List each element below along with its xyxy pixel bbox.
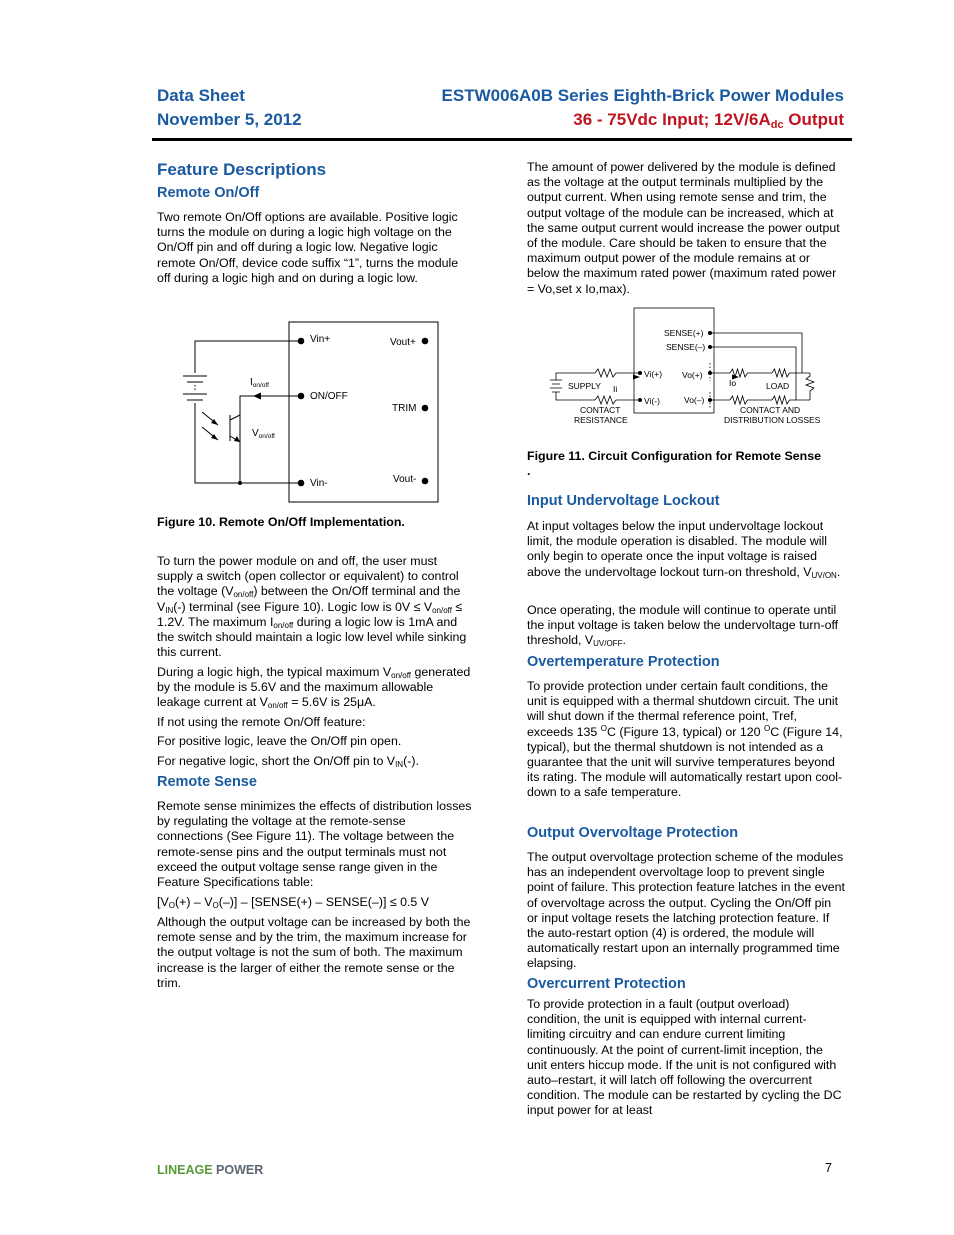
remote-onoff-paragraph: Two remote On/Off options are available. Positive logic turns the module on during a logic high voltage on the On/Off pin and off during a logic low. Negative logic remote On/Off, device code suffix “1”, turns the module off during a logic high and on during a logic low.	[157, 210, 459, 285]
label-supply: SUPPLY	[568, 381, 601, 391]
label-vi-minus: Vi(-)	[644, 396, 660, 406]
pin-vout-plus	[422, 338, 429, 345]
label-distribution: DISTRIBUTION LOSSES	[724, 415, 821, 425]
label-contact: CONTACT	[580, 405, 621, 415]
pin-vi-plus	[638, 371, 642, 375]
figure-10-diagram	[150, 315, 450, 510]
label-vout-plus: Vout+	[390, 337, 416, 348]
input-resistor-bottom	[595, 396, 640, 404]
battery-lower-wire	[195, 403, 301, 483]
remote-sense-paragraph: Remote sense minimizes the effects of distribution losses by regulating the voltage at the remote-sense connections (See Figure 11). The voltage between the remote-sense pins and the output terminals must not exceed the output voltage sense range given in the Feature Specifications table:	[157, 799, 472, 890]
supply-symbol	[550, 380, 562, 392]
positive-logic-paragraph: For positive logic, leave the On/Off pin open.	[157, 734, 402, 748]
remote-sense-equation: $[V_O(+) - V_O(-)]$ – [SENSE(+) – SENSE(–)] ≤ 0.5 V	[157, 895, 430, 910]
turn-onoff-paragraph: To turn the power module on and off, the user must supply a switch (open collector or equivalent) to control the voltage $(V_{on/off})$ between the On/Off terminal and the $V_{IN}(-)$ terminal (see Figure 10). Logic low is $0V \le V_{on/off} \le 1.2V$. The maximum $I_{on/off}$ during a logic low is 1mA and the switch should maintain a logic low level while sinking this current.	[157, 554, 467, 660]
label-ion: $I_{on/off}$	[250, 377, 269, 389]
pin-vo-minus	[708, 398, 712, 402]
battery-symbol	[183, 376, 207, 400]
page-number: 7	[825, 1161, 832, 1175]
vin-plus-wire	[195, 341, 301, 373]
transistor-collector	[230, 415, 240, 420]
remote-onoff-heading: Remote On/Off	[157, 185, 260, 201]
footer-brand: LINEAGE POWER	[157, 1163, 264, 1177]
header-rule	[152, 138, 852, 141]
header-product-spec: 36 - 75Vdc Input; $12V/6A_{dc}$ Output	[573, 110, 844, 131]
section-title: Feature Descriptions	[157, 160, 327, 179]
label-vo-minus: Vo(–)	[684, 395, 705, 405]
label-sense-minus: SENSE(–)	[666, 342, 706, 352]
pin-trim	[422, 405, 429, 412]
junction-dot	[238, 481, 242, 485]
output-resistor-bottom-1	[730, 396, 772, 404]
ovp-paragraph: The output overvoltage protection scheme of the modules has an independent overvoltage loop to prevent single point of failure. This protection feature latches in the event of overvoltage across the output. Cycling the On/Off pin or input voltage resets the latching protection feature. If the auto-restart option (4) is ordered, the module will automatically restart upon an internally programmed time elapsing.	[527, 850, 845, 971]
label-vout-minus: Vout-	[393, 474, 417, 485]
figure-11-caption: Figure 11. Circuit Configuration for Remote Sense .	[527, 449, 821, 478]
label-sense-plus: SENSE(+)	[664, 328, 704, 338]
uvlo-paragraph-1: At input voltages below the input undervoltage lockout limit, the module operation is disabled. The module will only begin to operate once the input voltage is raised above the undervoltage lockout turn-on threshold, $V_{UV/ON}$.	[527, 519, 841, 580]
output-resistor-top-1	[730, 369, 772, 377]
sense-plus-wire	[710, 333, 802, 373]
label-vin-plus: Vin+	[310, 334, 331, 345]
arrowhead-ii	[633, 375, 640, 380]
pin-vin-plus	[298, 338, 305, 345]
pin-vout-minus	[422, 478, 429, 485]
label-trim: TRIM	[392, 403, 417, 414]
pin-onoff	[298, 393, 305, 400]
uvlo-heading: Input Undervoltage Lockout	[527, 493, 720, 509]
label-vin-minus: Vin-	[310, 478, 328, 489]
output-resistor-bottom-2	[772, 396, 810, 404]
pin-sense-plus	[708, 331, 712, 335]
otp-paragraph: To provide protection under certain fault conditions, the unit is equipped with a thermal shutdown circuit. The unit will shut down if the thermal reference point, Tref, exceeds 135 $^O$C (Figure 13, typical) or 120 $^O$C (Figure 14, typical), but the thermal shutdown is not intended as a guarantee that the unit will survive temperatures beyond its rating. The module will automatically restart upon cool-down to a safe temperature.	[527, 679, 843, 800]
arrowhead-onoff	[253, 393, 261, 400]
label-vo-plus: Vo(+)	[682, 370, 703, 380]
label-ii: Ii	[613, 384, 618, 394]
ovp-heading: Output Overvoltage Protection	[527, 825, 739, 841]
pin-sense-minus	[708, 345, 712, 349]
load-resistor	[806, 373, 814, 400]
pin-vo-plus	[708, 371, 712, 375]
remote-sense-paragraph-2: Although the output voltage can be increased by both the remote sense and by the trim, the maximum increase for the output voltage is not the sum of both. The maximum increase is the larger of either the remote sense or the trim.	[157, 915, 471, 990]
label-load: LOAD	[766, 381, 790, 391]
power-paragraph: The amount of power delivered by the module is defined as the voltage at the output terminals multiplied by the output current. When using remote sense and trim, the output voltage of the module can be increased, which at the same output current would increase the power output of the module. Care should be taken to ensure that the maximum output power of the module remains at or below the maximum rated power (maximum rated power = Vo,set x Io,max).	[527, 160, 840, 296]
header-date: November 5, 2012	[157, 110, 302, 129]
negative-logic-paragraph: For negative logic, short the On/Off pin to $V_{IN}(-)$.	[157, 754, 419, 769]
label-von: $V_{on/off}$	[252, 428, 275, 440]
label-onoff: ON/OFF	[310, 391, 348, 402]
label-io: Io	[729, 378, 737, 388]
header-product-title: ESTW006A0B Series Eighth-Brick Power Modules	[441, 86, 844, 105]
pin-vin-minus	[298, 480, 305, 487]
uvlo-paragraph-2: Once operating, the module will continue to operate until the input voltage is taken below the undervoltage turn-off threshold, $V_{UV/OFF}$.	[527, 603, 839, 649]
ocp-heading: Overcurrent Protection	[527, 976, 686, 992]
onoff-wire	[240, 396, 301, 417]
label-resistance: RESISTANCE	[574, 415, 628, 425]
logic-high-paragraph: During a logic high, the typical maximum $V_{on/off}$ generated by the module is 5.6V and the maximum allowable leakage current at $V_{on/off} = 5.6V$ is 25μA.	[157, 665, 471, 711]
remote-sense-heading: Remote Sense	[157, 774, 257, 790]
label-contact-and: CONTACT AND	[740, 405, 801, 415]
output-resistor-top-2	[772, 369, 810, 377]
ocp-paragraph: To provide protection in a fault (output overload) condition, the unit is equipped with internal current-limiting circuitry and can endure current limiting continuously. At the point of current-limit inception, the unit enters hiccup mode. If the unit is not configured with auto–restart, it will latch off following the overcurrent condition. The module can be restarted by cycling the DC input power for at least	[527, 997, 842, 1118]
figure-11-diagram	[540, 300, 830, 432]
otp-heading: Overtemperature Protection	[527, 654, 720, 670]
pin-vi-minus	[638, 398, 642, 402]
header-doc-type: Data Sheet	[157, 86, 245, 105]
label-vi-plus: Vi(+)	[644, 369, 663, 379]
figure-10-caption: Figure 10. Remote On/Off Implementation.	[157, 515, 405, 529]
not-using-paragraph: If not using the remote On/Off feature:	[157, 715, 366, 729]
transistor-emitter	[230, 436, 240, 483]
